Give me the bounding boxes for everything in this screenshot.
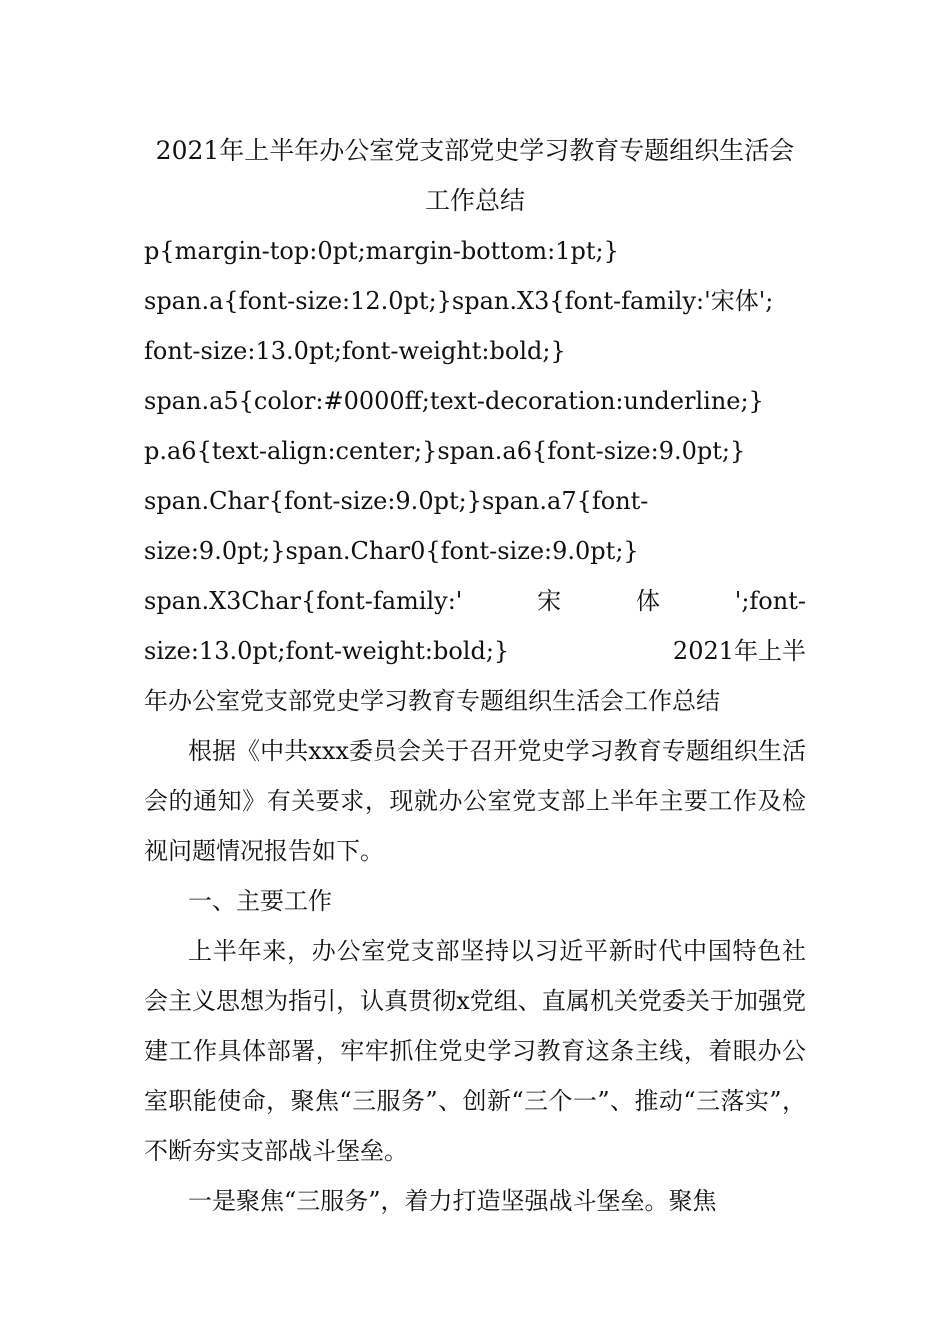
css-line-3: font-size:13.0pt;font-weight:bold;} bbox=[144, 337, 566, 365]
css-line-8 bbox=[144, 576, 806, 626]
document-page bbox=[144, 126, 806, 1226]
document-title bbox=[144, 126, 806, 226]
main-work-paragraph: 上半年来，办公室党支部坚持以习近平新时代中国特色社会主义思想为指引，认真贯彻x党组、直属机关党委关于加强党建工作具体部署，牢牢抓住党史学习教育这条主线，着眼办公室职能使命，聚焦“三服务”、创新“三个一”、推动“三落实”，不断夯实支部战斗堡垒。 bbox=[144, 937, 806, 1165]
css-line-7: size:9.0pt;}span.Char0{font-size:9.0pt;} bbox=[144, 537, 639, 565]
css-line-1: p{margin-top:0pt;margin-bottom:1pt;} bbox=[144, 237, 619, 265]
css-line-5: p.a6{text-align:center;}span.a6{font-size:9.0pt;} bbox=[144, 437, 746, 465]
css-line-9-left: size:13.0pt;font-weight:bold;} bbox=[144, 637, 510, 665]
section-heading-main-work: 一、主要工作 bbox=[188, 887, 332, 915]
intro-paragraph: 根据《中共xxx委员会关于召开党史学习教育专题组织生活会的通知》有关要求，现就办公室党支部上半年主要工作及检视问题情况报告如下。 bbox=[144, 737, 806, 865]
css-line-8-part-1: span.X3Char{font-family:' bbox=[144, 587, 463, 615]
css-line-4: span.a5{color:#0000ff;text-decoration:underline;} bbox=[144, 387, 764, 415]
css-line-8-part-4: ';font- bbox=[734, 587, 806, 615]
css-line-9-right: 2021年上半 bbox=[672, 637, 806, 665]
css-line-8-part-2: 宋 bbox=[537, 587, 562, 615]
css-line-9 bbox=[144, 626, 806, 676]
first-point-paragraph: 一是聚焦“三服务”，着力打造坚强战斗堡垒。聚焦 bbox=[188, 1187, 717, 1215]
css-line-8-part-3: 体 bbox=[635, 587, 660, 615]
css-line-6: span.Char{font-size:9.0pt;}span.a7{font- bbox=[144, 487, 649, 515]
title-line-1: 2021年上半年办公室党支部党史学习教育专题组织生活会 bbox=[155, 136, 795, 165]
stray-css-text bbox=[144, 226, 806, 726]
repeated-title-line: 年办公室党支部党史学习教育专题组织生活会工作总结 bbox=[144, 687, 720, 715]
css-line-2: span.a{font-size:12.0pt;}span.X3{font-family:'宋体'; bbox=[144, 287, 774, 315]
title-line-2: 工作总结 bbox=[424, 186, 525, 215]
